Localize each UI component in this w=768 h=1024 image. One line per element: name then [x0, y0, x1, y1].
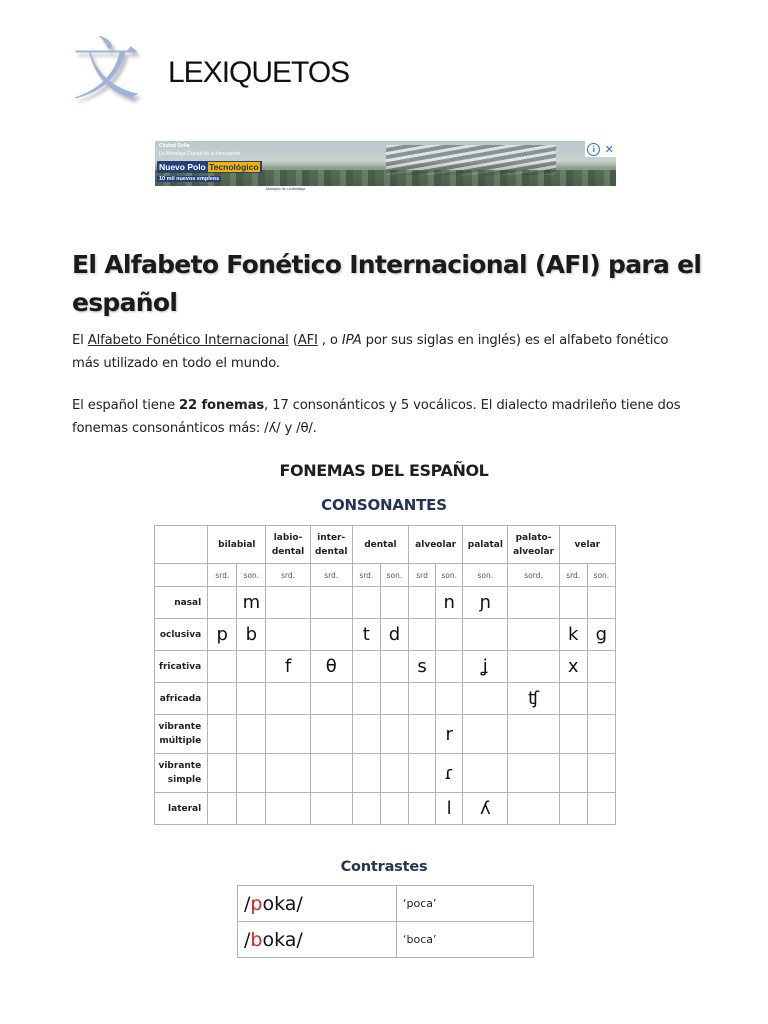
- phoneme-cell: [237, 651, 266, 683]
- site-logo[interactable]: [72, 31, 152, 110]
- phoneme-cell: [310, 683, 352, 715]
- table-row: [155, 715, 616, 754]
- heading-consonantes: CONSONANTES: [321, 496, 447, 514]
- phoneme-cell: [436, 619, 463, 651]
- ad-title: [157, 161, 262, 173]
- phoneme-cell: [508, 651, 559, 683]
- contrast-gloss: ‘boca’: [397, 922, 534, 958]
- manner-label: africada: [155, 683, 208, 715]
- contrast-table: [237, 885, 534, 958]
- phoneme-cell: [508, 793, 559, 825]
- contrast-word-part: oka/: [262, 928, 303, 951]
- phoneme-cell: [310, 754, 352, 793]
- place-header: inter- dental: [310, 526, 352, 564]
- phoneme-cell: [352, 683, 380, 715]
- phoneme-cell: [559, 793, 587, 825]
- phoneme-cell: [409, 754, 436, 793]
- ad-banner[interactable]: [155, 141, 616, 186]
- phonemes-paragraph: [72, 395, 692, 440]
- phoneme-cell: [559, 715, 587, 754]
- phoneme-cell: ʎ: [463, 793, 508, 825]
- phoneme-cell: [380, 715, 408, 754]
- phoneme-cell: [409, 587, 436, 619]
- phoneme-cell: [208, 683, 237, 715]
- phoneme-cell: [380, 754, 408, 793]
- afi-abbr-link[interactable]: AFI: [297, 333, 318, 348]
- contrast-word-part: oka/: [262, 892, 303, 915]
- phoneme-cell: [463, 619, 508, 651]
- phoneme-cell: [463, 683, 508, 715]
- phoneme-cell: [237, 754, 266, 793]
- phoneme-cell: [266, 683, 310, 715]
- phoneme-cell: [352, 651, 380, 683]
- phoneme-cell: [508, 587, 559, 619]
- phoneme-cell: ɾ: [436, 754, 463, 793]
- phoneme-cell: [352, 587, 380, 619]
- phoneme-cell: [559, 683, 587, 715]
- phoneme-cell: [559, 754, 587, 793]
- phoneme-cell: [266, 793, 310, 825]
- phoneme-cell: ɲ: [463, 587, 508, 619]
- phoneme-cell: [310, 619, 352, 651]
- ipa-text: IPA: [341, 333, 362, 348]
- phoneme-cell: t: [352, 619, 380, 651]
- contrast-word: [238, 922, 397, 958]
- phoneme-cell: [436, 683, 463, 715]
- place-header: dental: [352, 526, 408, 564]
- place-header: bilabial: [208, 526, 266, 564]
- phoneme-cell: [310, 587, 352, 619]
- phoneme-cell: k: [559, 619, 587, 651]
- phoneme-cell: [587, 587, 615, 619]
- manner-label: fricativa: [155, 651, 208, 683]
- phoneme-cell: θ: [310, 651, 352, 683]
- phoneme-cell: [436, 651, 463, 683]
- phoneme-cell: s: [409, 651, 436, 683]
- phoneme-cell: [409, 715, 436, 754]
- phoneme-cell: ʝ: [463, 651, 508, 683]
- phoneme-cell: [587, 715, 615, 754]
- manner-label: oclusiva: [155, 619, 208, 651]
- phoneme-cell: [463, 754, 508, 793]
- ad-city: Ciudad Sofía: [159, 143, 190, 149]
- voicing-header: son.: [380, 564, 408, 587]
- text: , 17 consonánticos y 5 vocálicos. El dialecto madrileño tiene dos fonemas consonánticos más: /ʎ/ y /θ/.: [72, 398, 681, 436]
- phoneme-cell: [266, 754, 310, 793]
- phoneme-cell: [587, 651, 615, 683]
- corner-cell: [155, 526, 208, 564]
- phoneme-cell: [310, 793, 352, 825]
- logo-glyph: 文: [72, 31, 141, 110]
- phoneme-cell: f: [266, 651, 310, 683]
- phoneme-cell: [310, 715, 352, 754]
- voicing-header-row: [155, 564, 616, 587]
- contrast-word-part: /: [244, 928, 251, 951]
- phoneme-cell: m: [237, 587, 266, 619]
- phoneme-cell: [266, 587, 310, 619]
- phoneme-cell: [380, 651, 408, 683]
- phoneme-cell: [352, 715, 380, 754]
- phoneme-cell: [409, 793, 436, 825]
- phoneme-cell: r: [436, 715, 463, 754]
- phoneme-cell: [380, 587, 408, 619]
- heading-contrastes: Contrastes: [340, 859, 428, 875]
- table-row: [155, 683, 616, 715]
- text: El español tiene: [72, 398, 179, 413]
- phoneme-cell: [266, 619, 310, 651]
- ad-jobs: 10 mil nuevos empleos: [159, 176, 220, 182]
- phoneme-cell: [409, 683, 436, 715]
- phoneme-cell: [587, 754, 615, 793]
- phoneme-cell: [208, 754, 237, 793]
- phoneme-cell: [508, 619, 559, 651]
- manner-label: vibrante múltiple: [155, 715, 208, 754]
- voicing-header: son.: [463, 564, 508, 587]
- contrast-gloss: ‘poca’: [397, 886, 534, 922]
- phoneme-cell: b: [237, 619, 266, 651]
- contrast-word: [238, 886, 397, 922]
- phoneme-cell: [559, 587, 587, 619]
- text: (: [288, 333, 298, 348]
- text: El: [72, 333, 88, 348]
- corner-cell: [155, 564, 208, 587]
- phoneme-cell: [237, 683, 266, 715]
- place-header: alveolar: [409, 526, 463, 564]
- voicing-header: srd.: [310, 564, 352, 587]
- phoneme-cell: [352, 754, 380, 793]
- phoneme-cell: [587, 793, 615, 825]
- text: por sus siglas en inglés) es el alfabeto fonético más utilizado en todo el mundo.: [72, 333, 669, 371]
- close-icon[interactable]: ✕: [604, 142, 614, 156]
- voicing-header: srd: [409, 564, 436, 587]
- info-icon[interactable]: i: [587, 143, 600, 156]
- phoneme-cell: n: [436, 587, 463, 619]
- phoneme-cell: [508, 754, 559, 793]
- phoneme-cell: [237, 715, 266, 754]
- voicing-header: srd.: [266, 564, 310, 587]
- phoneme-cell: ʧ: [508, 683, 559, 715]
- ad-controls: [585, 141, 616, 157]
- phoneme-cell: [208, 587, 237, 619]
- phoneme-cell: [409, 619, 436, 651]
- phoneme-cell: g: [587, 619, 615, 651]
- place-header: labio- dental: [266, 526, 310, 564]
- phoneme-cell: [266, 715, 310, 754]
- manner-label: lateral: [155, 793, 208, 825]
- voicing-header: srd.: [559, 564, 587, 587]
- consonant-table: [154, 525, 616, 825]
- site-name[interactable]: LEXIQUETOS: [168, 56, 350, 89]
- contrast-phoneme: p: [250, 892, 263, 915]
- article-title: El Alfabeto Fonético Internacional (AFI) para el español: [72, 250, 702, 317]
- manner-label: nasal: [155, 587, 208, 619]
- phoneme-cell: [380, 793, 408, 825]
- table-row: [155, 793, 616, 825]
- table-row: [155, 587, 616, 619]
- phoneme-cell: [237, 793, 266, 825]
- contrast-phoneme: b: [250, 928, 263, 951]
- phoneme-cell: l: [436, 793, 463, 825]
- voicing-header: son.: [587, 564, 615, 587]
- heading-fonemas: FONEMAS DEL ESPAÑOL: [279, 461, 489, 480]
- ad-tagline: La Moraleja Ciudad de la Innovación: [159, 151, 241, 157]
- voicing-header: srd.: [352, 564, 380, 587]
- manner-label: vibrante simple: [155, 754, 208, 793]
- place-header: velar: [559, 526, 615, 564]
- text: , o: [317, 333, 342, 348]
- phoneme-cell: [463, 715, 508, 754]
- voicing-header: son.: [237, 564, 266, 587]
- table-row: [155, 619, 616, 651]
- table-row: [155, 754, 616, 793]
- phoneme-cell: x: [559, 651, 587, 683]
- place-header-row: [155, 526, 616, 564]
- voicing-header: srd.: [208, 564, 237, 587]
- table-row: [238, 886, 534, 922]
- phoneme-cell: [380, 683, 408, 715]
- voicing-header: sord.: [508, 564, 559, 587]
- phoneme-cell: [587, 683, 615, 715]
- phoneme-cell: d: [380, 619, 408, 651]
- phoneme-cell: [208, 793, 237, 825]
- ad-title-part1: Nuevo Polo: [159, 162, 209, 172]
- phoneme-cell: p: [208, 619, 237, 651]
- phoneme-cell: [508, 715, 559, 754]
- phoneme-cell: [352, 793, 380, 825]
- phoneme-cell: [208, 715, 237, 754]
- intro-paragraph: [72, 330, 692, 375]
- table-row: [238, 922, 534, 958]
- ad-footer: Municipio de La Moraleja: [266, 187, 305, 191]
- phoneme-count: 22 fonemas: [178, 398, 265, 413]
- phoneme-cell: [208, 651, 237, 683]
- voicing-header: son.: [436, 564, 463, 587]
- afi-link[interactable]: Alfabeto Fonético Internacional: [87, 333, 289, 348]
- place-header: palatal: [463, 526, 508, 564]
- ad-title-part2: Tecnológico: [209, 162, 259, 172]
- table-row: [155, 651, 616, 683]
- place-header: palato- alveolar: [508, 526, 559, 564]
- contrast-word-part: /: [244, 892, 251, 915]
